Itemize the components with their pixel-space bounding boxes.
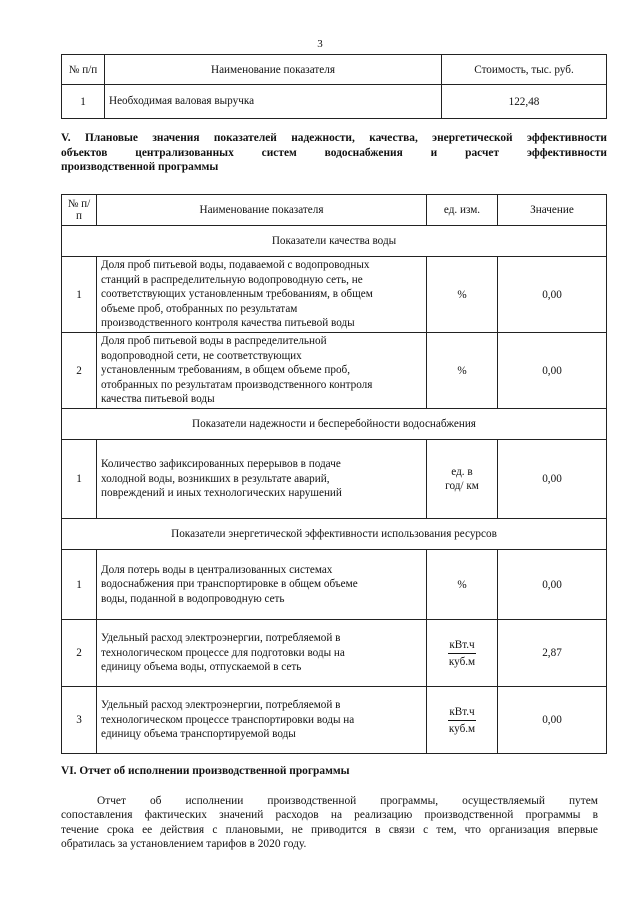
- section-5-title-line: объектов централизованных систем водоснабжения и расчет эффективности: [61, 146, 607, 159]
- row-value: 0,00: [498, 257, 607, 333]
- row-name-line: повреждений и иных технологических нарушений: [101, 487, 342, 500]
- row-num: 2: [62, 333, 97, 409]
- row-value: 0,00: [498, 440, 607, 519]
- table-row: [62, 687, 607, 754]
- row-name-line: отобранных по результатам производственного контроля: [101, 378, 373, 391]
- row-name-line: Доля проб питьевой воды в распределительной: [101, 335, 327, 348]
- group-title: Показатели качества воды: [62, 226, 607, 257]
- unit-denominator: куб.м: [448, 655, 476, 668]
- col-name-header: Наименование показателя: [97, 195, 427, 226]
- section-5-title-line: V. Плановые значения показателей надежности, качества, энергетической эффективности: [61, 132, 607, 144]
- row-name-line: объеме проб, отобранных по результатам: [101, 302, 298, 315]
- row-unit: %: [427, 333, 498, 409]
- paragraph-line: Отчет об исполнении производственной программы, осуществляемый путем: [97, 795, 598, 807]
- row-num: 3: [62, 687, 97, 754]
- row-unit: [427, 620, 498, 687]
- row-value: 2,87: [498, 620, 607, 687]
- row-value: 0,00: [498, 333, 607, 409]
- row-unit: [427, 440, 498, 519]
- col-num-header: № п/п: [62, 55, 105, 85]
- row-name-line: водоснабжения при транспортировке в общем объеме: [101, 578, 358, 591]
- indicators-table: [61, 194, 607, 754]
- col-value-header: Значение: [498, 195, 607, 226]
- row-name-line: производственного контроля качества питьевой воды: [101, 317, 355, 330]
- table-row: [62, 550, 607, 620]
- table-row: [62, 440, 607, 519]
- row-num: 1: [62, 440, 97, 519]
- row-num: 1: [62, 85, 105, 119]
- row-name-line: станций в распределительную водопроводную сеть, не: [101, 273, 363, 286]
- group-title: Показатели энергетической эффективности использования ресурсов: [62, 519, 607, 550]
- group-title: Показатели надежности и бесперебойности водоснабжения: [62, 409, 607, 440]
- row-name: [97, 550, 427, 620]
- row-name-line: водопроводной сети, не соответствующих: [101, 349, 302, 362]
- table-row: [62, 257, 607, 333]
- table-row: [62, 85, 607, 119]
- row-name-line: единицу объема воды, отпускаемой в сеть: [101, 661, 302, 674]
- row-name-line: единицу объема транспортируемой воды: [101, 728, 296, 741]
- row-name-line: Удельный расход электроэнергии, потребляемой в: [101, 699, 341, 712]
- unit-fraction: [448, 638, 475, 669]
- paragraph-line: обратилась за установлением тарифов в 2020 году.: [61, 838, 307, 851]
- row-num: 1: [62, 550, 97, 620]
- col-cost-header: Стоимость, тыс. руб.: [442, 55, 607, 85]
- unit-fraction: [448, 705, 475, 736]
- col-unit-header: ед. изм.: [427, 195, 498, 226]
- row-name-line: установленным требованиям, в общем объеме проб,: [101, 364, 351, 377]
- col-name-header: Наименование показателя: [105, 55, 442, 85]
- row-name-line: Количество зафиксированных перерывов в подаче: [101, 458, 341, 471]
- paragraph-line: сопоставления фактических значений расходов на реализацию производственной программы в: [61, 809, 598, 822]
- page-number: 3: [317, 38, 323, 50]
- row-unit: %: [427, 257, 498, 333]
- row-unit: %: [427, 550, 498, 620]
- row-name-line: Удельный расход электроэнергии, потребляемой в: [101, 632, 341, 645]
- row-name: [97, 257, 427, 333]
- row-num: 2: [62, 620, 97, 687]
- row-name-line: технологическом процессе транспортировки воды на: [101, 713, 355, 726]
- section-5-title-line: производственной программы: [61, 161, 219, 174]
- row-name: [97, 620, 427, 687]
- row-unit-line: год/ км: [445, 480, 479, 492]
- row-unit-line: ед. в: [451, 465, 473, 478]
- row-name-line: качества питьевой воды: [101, 393, 215, 406]
- paragraph-line: течение срока ее действия с плановыми, не приводится в связи с тем, что организация впервые: [61, 823, 598, 836]
- report-paragraph: [61, 794, 598, 852]
- row-name-line: Доля потерь воды в централизованных системах: [101, 563, 333, 576]
- row-name: [97, 333, 427, 409]
- col-num-header: № п/п: [62, 195, 97, 226]
- row-value: 0,00: [498, 550, 607, 620]
- table-row: [62, 620, 607, 687]
- row-name-line: технологическом процессе для подготовки воды на: [101, 646, 345, 659]
- unit-numerator: кВт.ч: [448, 705, 475, 721]
- table-row: [62, 333, 607, 409]
- row-name: Необходимая валовая выручка: [105, 85, 442, 119]
- row-unit: [427, 687, 498, 754]
- row-value: 0,00: [498, 687, 607, 754]
- row-name-line: Доля проб питьевой воды, подаваемой с водопроводных: [101, 259, 370, 272]
- row-name-line: соответствующих установленным требованиям, в общем: [101, 288, 373, 301]
- section-6-title: VI. Отчет об исполнении производственной программы: [61, 765, 350, 777]
- section-5-title: [61, 131, 607, 175]
- revenue-table: [61, 54, 607, 119]
- unit-numerator: кВт.ч: [448, 638, 475, 654]
- row-name-line: воды, поданной в водопроводную сеть: [101, 592, 285, 605]
- row-name-line: холодной воды, возникших в результате аварий,: [101, 472, 330, 485]
- row-name: [97, 440, 427, 519]
- row-num: 1: [62, 257, 97, 333]
- row-name: [97, 687, 427, 754]
- unit-denominator: куб.м: [448, 722, 476, 735]
- row-cost: 122,48: [442, 85, 607, 119]
